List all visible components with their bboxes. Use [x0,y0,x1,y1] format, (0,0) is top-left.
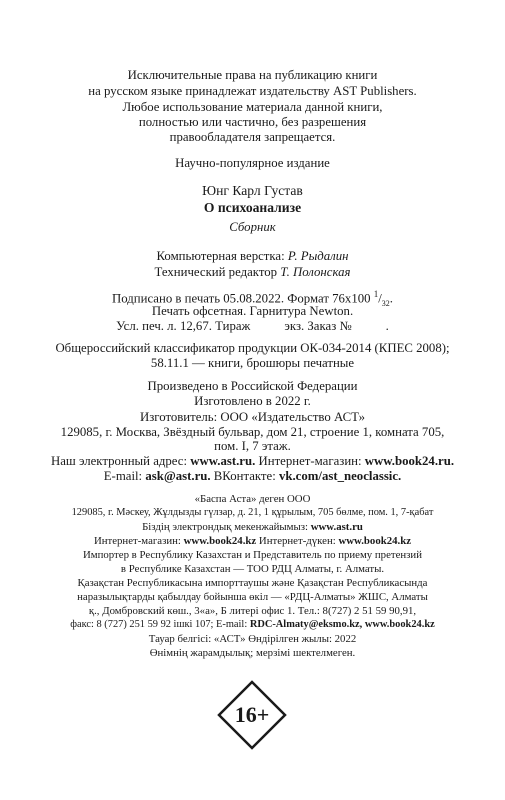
sheets-end: . [385,319,389,333]
prod-web [0,455,505,468]
web-label: Наш электронный адрес: [50,454,188,468]
classifier-line-2: 58.11.1 — книги, брошюры печатные [150,356,355,370]
editor-label: Технический редактор [154,265,278,279]
credit-layout [0,250,505,263]
rights-line-1: Исключительные права на публикацию книги [127,68,378,82]
kz-line-4 [0,536,505,547]
credit-editor [0,266,505,279]
kz-site-link[interactable]: www.ast.ru [310,521,363,533]
copies-text: экз. Заказ № [284,319,352,333]
book-title: О психоанализе [203,200,302,215]
author: Юнг Карл Густав [202,183,303,198]
prod-year: Изготовлено в 2022 г. [194,394,311,408]
shop-link[interactable]: www.book24.ru. [364,454,455,468]
email-link[interactable]: ask@ast.ru. [145,469,211,483]
layout-label: Компьютерная верстка: [156,249,285,263]
kz-line-5: Импортер в Республику Казахстан и Представитель по приему претензий [83,549,422,561]
kz-line-6: в Республике Казахстан — ТОО РДЦ Алматы, г. Алматы. [120,563,385,575]
kz-line-1: «Баспа Аста» деген ООО [194,493,311,505]
print-sheets [0,320,505,333]
edition-type: Научно-популярное издание [175,156,330,170]
kz-shop-link-2[interactable]: www.book24.kz [338,535,412,547]
prod-address: 129085, г. Москва, Звёздный бульвар, дом 21, строение 1, комната 705, [60,425,445,439]
prod-country: Произведено в Российской Федерации [147,379,358,393]
format-fraction-den: 32 [381,298,390,308]
layout-name: Р. Рыдалин [287,249,349,263]
kz-shop-label-2: Интернет-дүкен: [258,535,336,547]
kz-shop-label-1: Интернет-магазин: [93,535,181,547]
email-label: E-mail: [103,469,143,483]
prod-contacts [0,470,505,483]
rights-line-3: Любое использование материала данной книги, [122,100,383,114]
web-link[interactable]: www.ast.ru. [190,454,256,468]
print-signed-text: Подписано в печать 05.08.2022. Формат 76x100 [111,291,371,306]
age-rating-label: 16+ [234,702,270,727]
vk-link[interactable]: vk.com/ast_neoclassic. [278,469,402,483]
kz-book24-link[interactable]: www.book24.kz [364,619,435,630]
kz-line-8: наразылықтарды қабылдау бойынша өкіл — «РДЦ-Алматы» ЖШС, Алматы [77,591,428,603]
prod-maker: Изготовитель: ООО «Издательство АСТ» [139,410,365,424]
kz-line-12: Өнімнің жарамдылық; мерзімі шектелмеген. [149,647,356,659]
rights-line-4: полностью или частично, без разрешения [138,115,367,129]
format-fraction-num: 1 [373,289,379,299]
kz-line-9: қ., Домбровский көш., 3«а», Б литері офис 1. Тел.: 8(727) 2 51 59 90,91, [88,605,417,617]
prod-address-2: пом. I, 7 этаж. [214,439,291,453]
kz-line-10 [0,620,505,630]
kz-line-2: 129085, г. Мәскеу, Жұлдызды гүлзар, д. 21, 1 құрылым, 705 бөлме, пом. 1, 7-қабат [71,507,434,518]
book-subtitle: Сборник [229,220,276,234]
rights-line-2: на русском языке принадлежат издательству AST Publishers. [88,84,417,98]
kz-fax: факс: 8 (727) 251 59 92 ішкі 107; E-mail: [70,619,248,630]
shop-label: Интернет-магазин: [258,454,362,468]
print-signed: Подписано в печать 05.08.2022. Формат 76x100 $^1/_{32}$. [111,289,393,308]
sheets-text: Усл. печ. л. 12,67. Тираж [116,319,251,333]
editor-name: Т. Полонская [280,265,351,279]
kz-line-7: Қазақстан Республикасына импорттаушы және Қазақстан Республикасында [77,577,428,589]
print-paper: Печать офсетная. Гарнитура Newton. [151,304,354,318]
kz-line-3 [0,522,505,533]
classifier-line-1: Общероссийский классификатор продукции ОК-034-2014 (КПЕС 2008); [55,341,450,355]
kz-shop-link-1[interactable]: www.book24.kz [183,535,257,547]
rights-line-5: правообладателя запрещается. [169,130,336,144]
vk-label: ВКонтакте: [213,469,276,483]
kz-line-11: Тауар белгісі: «АСТ» Өндірілген жылы: 2022 [148,633,357,645]
kz-site-label: Біздің электрондық мекенжайымыз: [142,521,308,533]
kz-email-link[interactable]: RDC-Almaty@eksmo.kz, [249,619,363,630]
